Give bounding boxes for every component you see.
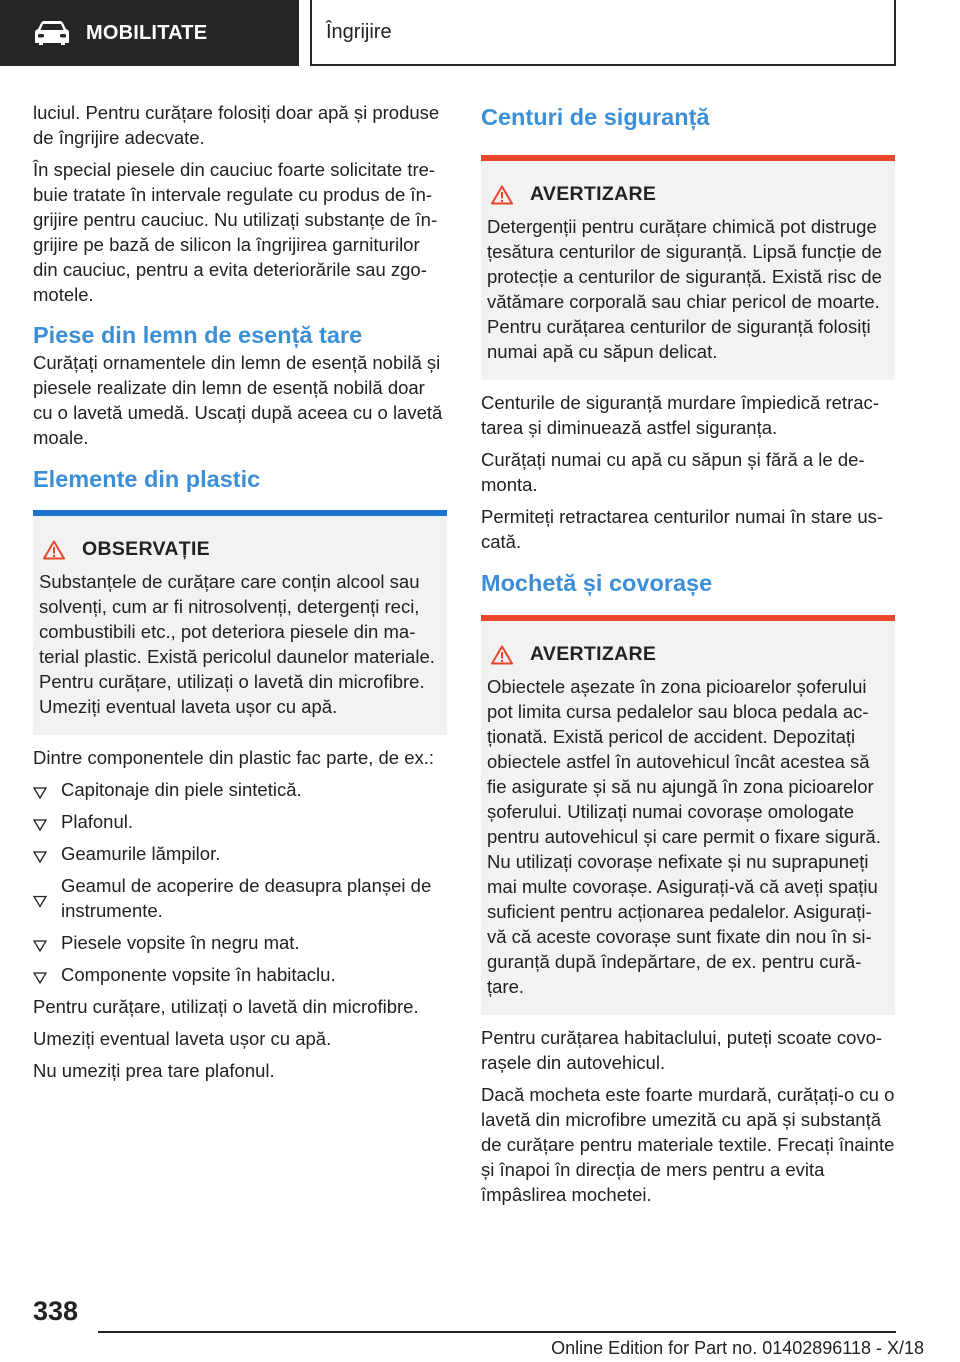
warning-triangle-icon	[491, 645, 513, 665]
list-item: Geamul de acoperire de deasupra planșei de instrumente.	[33, 873, 447, 923]
header-section-tab	[0, 0, 299, 66]
notice-title: OBSERVAȚIE	[82, 538, 210, 560]
bullet-triangle-icon	[33, 784, 47, 802]
bullet-triangle-icon	[33, 816, 47, 834]
notice-text: Substanțele de curățare care conțin alcool sau solvenți, cum ar fi nitrosolvenți, detergenți reci, combustibili etc., pot deteriora piesele din material plastic. Există pericolul daunelor materiale. Pentru curățare, utilizați o lavetă din microfibre. Umeziți eventual laveta ușor cu apă.	[39, 571, 435, 717]
paragraph-soap-water: Curățați numai cu apă cu săpun și fără a le demonta.	[481, 449, 865, 495]
paragraph-rubber: În special piesele din cauciuc foarte solicitate trebuie tratate în intervale regulate cu produs de îngrijire pentru cauciuc. Nu utilizați substanțe de îngrijire pe bază de silicon la îngrijirea garniturilor din cauciuc, pentru a evita deteriorările sau zgomotele.	[33, 159, 438, 305]
topic-title: Îngrijire	[326, 20, 392, 43]
heading-plastic-parts: Elemente din plastic	[33, 466, 261, 492]
list-item: Capitonaje din piele sintetică.	[33, 777, 447, 802]
bullet-triangle-icon	[33, 848, 47, 866]
warning-box-mats	[481, 615, 895, 1015]
paragraph-headliner: Nu umeziți prea tare plafonul.	[33, 1060, 275, 1081]
left-column	[33, 100, 447, 1090]
paragraph-gloss: luciul. Pentru curățare folosiți doar apă și produse de îngrijire adecvate.	[33, 102, 440, 148]
header-topic-box	[310, 0, 896, 66]
warning-box-belts	[481, 155, 895, 380]
heading-wood-parts: Piese din lemn de esență tare	[33, 322, 363, 348]
list-item: Componente vopsite în habitaclu.	[33, 962, 447, 987]
bullet-triangle-icon	[33, 937, 47, 955]
warning-triangle-icon	[491, 185, 513, 205]
list-item: Geamurile lămpilor.	[33, 841, 447, 866]
right-column	[481, 100, 895, 1214]
warning-text: Detergenții pentru curățare chimică pot distruge țesătura centurilor de siguranță. Lipsă funcție de protecție a centurilor de siguranță. Există risc de vătămare corporală sau chiar pericol de moarte. Pentru curățarea centurilor de siguranță folosiți numai apă cu săpun delicat.	[487, 216, 882, 362]
warning-text: Obiectele așezate în zona picioarelor șoferului pot limita cursa pedalelor sau bloca pedala acționată. Există pericol de accident. Depozitați obiectele astfel în autovehicul încât acestea să fie asigurate și să nu ajungă în zona picioarelor șoferului. Utilizați numai covorașe omologate pentru autovehicul și care permit o fixare sigură. Nu utilizați covorașe nefixate și nu suprapuneți mai multe covorașe. Asigurați-vă că aveți spațiu suficient pentru acționarea pedalelor. Asigurați-vă că aceste covorașe sunt fixate din nou în siguranță după îndepărtare, de ex. pentru curățare.	[487, 676, 881, 997]
warning-title: AVERTIZARE	[530, 183, 657, 205]
footer-edition: Online Edition for Part no. 01402896118 - X/18	[551, 1338, 924, 1358]
paragraph-wood: Curățați ornamentele din lemn de esență nobilă și piesele realizate din lemn de esență nobilă doar cu o lavetă umedă. Uscați după aceea cu o lavetă moale.	[33, 352, 443, 448]
paragraph-microfiber: Pentru curățare, utilizați o lavetă din microfibre.	[33, 996, 419, 1017]
warning-triangle-icon	[43, 540, 65, 560]
paragraph-moisten: Umeziți eventual laveta ușor cu apă.	[33, 1028, 332, 1049]
list-item: Piesele vopsite în negru mat.	[33, 930, 447, 955]
list-item: Plafonul.	[33, 809, 447, 834]
paragraph-retract-dry: Permiteți retractarea centurilor numai în stare uscată.	[481, 506, 884, 552]
notice-box	[33, 510, 447, 735]
paragraph-list-intro: Dintre componentele din plastic fac parte, de ex.:	[33, 747, 435, 768]
section-title: MOBILITATE	[86, 21, 208, 44]
paragraph-dirty-belts: Centurile de siguranță murdare împiedică retractarea și diminuează astfel siguranța.	[481, 392, 879, 438]
heading-seat-belts: Centuri de siguranță	[481, 104, 710, 130]
car-icon	[34, 20, 70, 46]
bullet-triangle-icon	[33, 880, 47, 923]
heading-carpets-mats: Mochetă și covorașe	[481, 570, 713, 596]
plastic-parts-list	[33, 777, 447, 987]
paragraph-clean-carpet: Dacă mocheta este foarte murdară, curățați-o cu o lavetă din microfibre umezită cu apă și substanță de curățare pentru materiale textile. Frecați înainte și înapoi în direcția de mers pentru a evita împâslirea mochetei.	[481, 1084, 895, 1205]
page-number: 338	[33, 1296, 79, 1326]
paragraph-remove-mats: Pentru curățarea habitaclului, puteți scoate covorașele din autovehicul.	[481, 1027, 883, 1073]
warning-title: AVERTIZARE	[530, 643, 657, 665]
footer-divider	[98, 1331, 896, 1333]
bullet-triangle-icon	[33, 969, 47, 987]
